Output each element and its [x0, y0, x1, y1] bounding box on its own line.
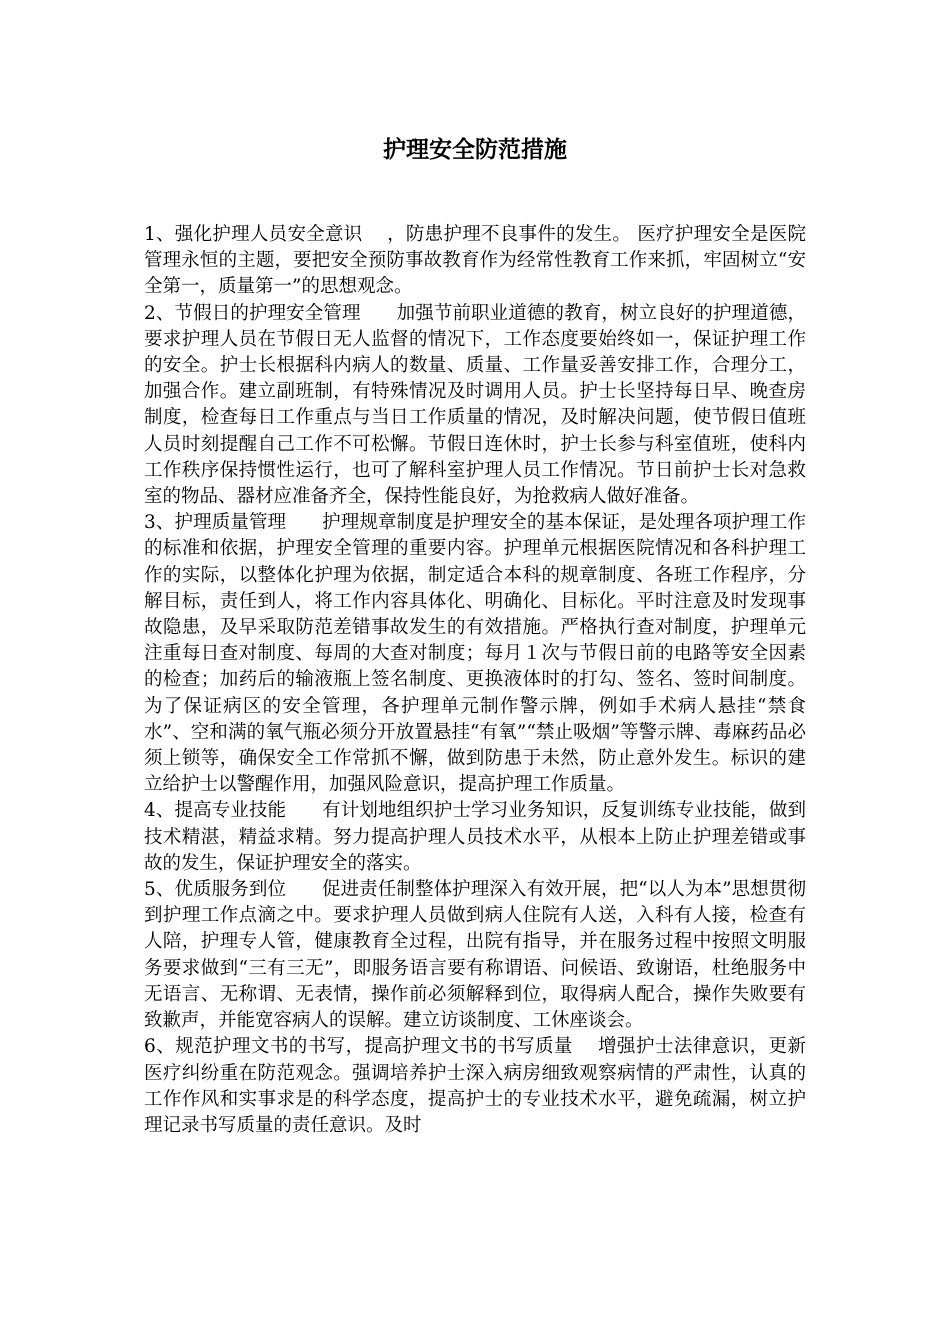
- section-3: [144, 510, 806, 798]
- section-6: [144, 1034, 806, 1139]
- section-2-text: 加强节前职业道德的教育，树立良好的护理道德，要求护理人员在节假日无人监督的情况下，工作态度要始终如一，保证护理工作的安全。护士长根据科内病人的数量、质量、工作量妥善安排工作，合理分工，加强合作。建立副班制，有特殊情况及时调用人员。护士长坚持每日早、晚查房制度，检查每日工作重点与当日工作质量的情况，及时解决问题，使节假日值班人员时刻提醒自己工作不可松懈。节假日连休时，护士长参与科室值班，使科内工作秩序保持惯性运行，也可了解科室护理人员工作情况。节日前护士长对急救室的物品、器材应准备齐全，保持性能良好，为抢救病人做好准备。: [144, 302, 806, 508]
- document-title: 护理安全防范措施: [383, 137, 567, 163]
- section-3-heading: 3、护理质量管理: [144, 512, 287, 534]
- section-1-text: ，防患护理不良事件的发生。 医疗护理安全是医院管理永恒的主题，要把安全预防事故教育作为经常性教育工作来抓，牢固树立“安全第一，质量第一”的思想观念。: [144, 224, 806, 298]
- section-6-heading: 6、规范护理文书的书写，提高护理文书的书写质量: [144, 1036, 573, 1058]
- section-2: [144, 301, 806, 511]
- section-4-text: 有计划地组织护士学习业务知识，反复训练专业技能，做到技术精湛，精益求精。努力提高护理人员技术水平，从根本上防止护理差错或事故的发生，保证护理安全的落实。: [144, 800, 806, 874]
- document-body: [144, 222, 806, 1139]
- section-1: [144, 222, 806, 301]
- section-2-heading: 2、节假日的护理安全管理: [144, 302, 361, 324]
- section-5-heading: 5、优质服务到位: [144, 879, 287, 901]
- section-6-text: 增强护士法律意识，更新医疗纠纷重在防范观念。强调培养护士深入病房细致观察病情的严肃性，认真的工作作风和实事求是的科学态度，提高护士的专业技术水平，避免疏漏，树立护理记录书写质量的责任意识。及时: [144, 1036, 806, 1136]
- section-4-heading: 4、提高专业技能: [144, 800, 287, 822]
- section-1-heading: 1、强化护理人员安全意识: [144, 224, 363, 245]
- section-5: [144, 877, 806, 1034]
- section-4: [144, 798, 806, 877]
- section-5-text: 促进责任制整体护理深入有效开展，把“以人为本”思想贯彻到护理工作点滴之中。要求护理人员做到病人住院有人送，入科有人接，检查有人陪，护理专人管，健康教育全过程，出院有指导，并在服务过程中按照文明服务要求做到“三有三无”，即服务语言要有称谓语、问候语、致谢语，杜绝服务中无语言、无称谓、无表情，操作前必须解释到位，取得病人配合，操作失败要有致歉声，并能宽容病人的误解。建立访谈制度、工休座谈会。: [144, 879, 806, 1032]
- section-3-text: 护理规章制度是护理安全的基本保证，是处理各项护理工作的标准和依据，护理安全管理的重要内容。护理单元根据医院情况和各科护理工作的实际，以整体化护理为依据，制定适合本科的规章制度、各班工作程序，分解目标，责任到人，将工作内容具体化、明确化、目标化。平时注意及时发现事故隐患，及早采取防范差错事故发生的有效措施。严格执行查对制度，护理单元注重每日查对制度、每周的大查对制度；每月１次与节假日前的电路等安全因素的检查；加药后的输液瓶上签名制度、更换液体时的打勾、签名、签时间制度。为了保证病区的安全管理，各护理单元制作警示牌，例如手术病人悬挂“禁食水”、空和满的氧气瓶必须分开放置悬挂“有氧”“禁止吸烟”等警示牌、毒麻药品必须上锁等，确保安全工作常抓不懈，做到防患于未然，防止意外发生。标识的建立给护士以警醒作用，加强风险意识，提高护理工作质量。: [144, 512, 806, 796]
